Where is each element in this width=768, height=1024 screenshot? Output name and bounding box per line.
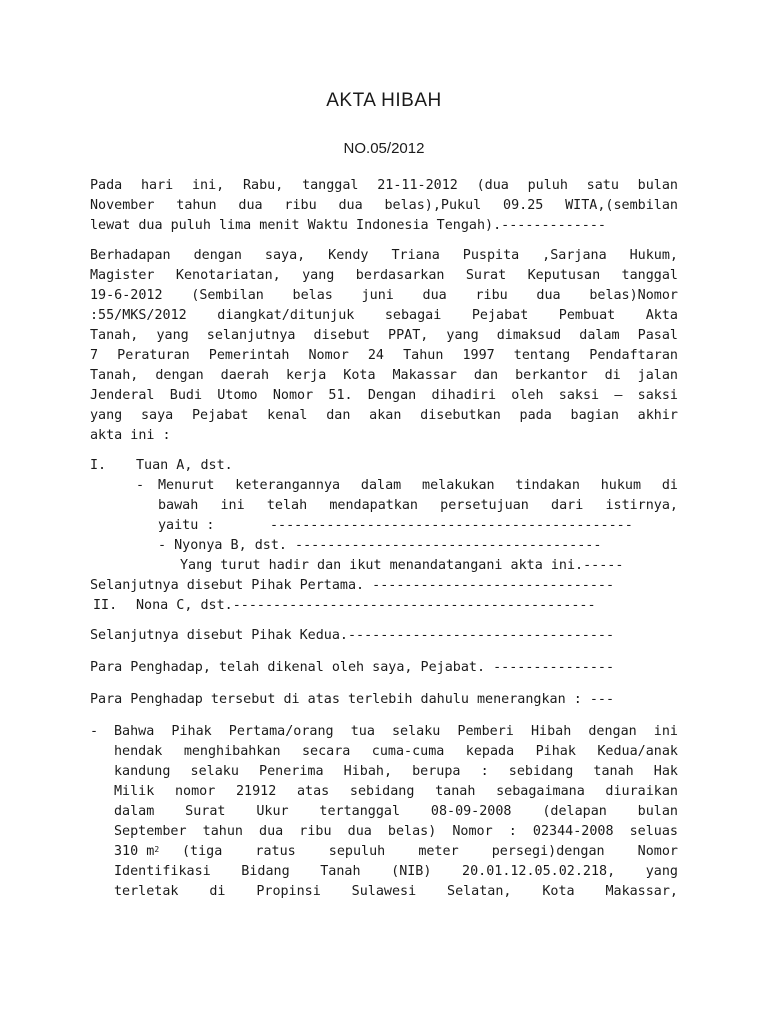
party1-spouse-note: Yang turut hadir dan ikut menandatangani akta ini.----- [180,558,624,573]
para2-line: Berhadapan dengan saya, Kendy Triana Puspita ,Sarjana Hukum, [90,248,678,263]
area-superscript: 2 [154,845,160,854]
clause-line: dalam Surat Ukur tertanggal 08-09-2008 (delapan bulan [114,804,678,819]
party1-namely-dashes: --------------------------------------------- [270,518,633,533]
para3: Para Penghadap, telah dikenal oleh saya, Pejabat. --------------- [90,660,615,675]
party1-namely: yaitu : [158,518,215,533]
document-number: NO.05/2012 [343,140,425,157]
clause-line: Milik nomor 21912 atas sebidang tanah sebagaimana diuraikan [114,784,678,799]
clause-area-rest: (tiga ratus sepuluh meter persegi)dengan Nomor [182,844,678,859]
clause-line: Bahwa Pihak Pertama/orang tua selaku Pemberi Hibah dengan ini [114,724,678,739]
para2-line: Tanah, yang selanjutnya disebut PPAT, yang dimaksud dalam Pasal [90,328,678,343]
clause-line: terletak di Propinsi Sulawesi Selatan, Kota Makassar, [114,884,678,899]
area-value: 310 m [114,844,155,859]
party1-consent-line: bawah ini telah mendapatkan persetujuan dari istirnya, [158,498,678,513]
party2-called: Selanjutnya disebut Pihak Kedua.--------------------------------- [90,628,615,643]
clause-line: Identifikasi Bidang Tanah (NIB) 20.01.12.05.02.218, yang [114,864,678,879]
party2-marker: II. [93,598,118,613]
para2-line: yang saya Pejabat kenal dan akan disebutkan pada bagian akhir [90,408,678,423]
para2-line: Jenderal Budi Utomo Nomor 51. Dengan dihadiri oleh saksi – saksi [90,388,678,403]
party1-consent-line: Menurut keterangannya dalam melakukan tindakan hukum di [158,478,678,493]
para2-line: Tanah, dengan daerah kerja Kota Makassar dan berkantor di jalan [90,368,678,383]
para2-line: akta ini : [90,428,171,443]
para1-line: November tahun dua ribu dua belas),Pukul 09.25 WITA,(sembilan [90,198,678,213]
party1-dash: - [136,478,145,493]
para2-line: Magister Kenotariatan, yang berdasarkan Surat Keputusan tanggal [90,268,678,283]
para1-line: lewat dua puluh lima menit Waktu Indonesia Tengah).------------- [90,218,606,233]
party1-called: Selanjutnya disebut Pihak Pertama. ------------------------------ [90,578,615,593]
party1-name: Tuan A, dst. [136,458,233,473]
document-title: AKTA HIBAH [326,90,442,111]
clause-line: hendak menghibahkan secara cuma-cuma kepada Pihak Kedua/anak [114,744,678,759]
clause-area [114,842,159,862]
party1-marker: I. [90,458,107,473]
para2-line: 19-6-2012 (Sembilan belas juni dua ribu dua belas)Nomor [90,288,678,303]
party2-name: Nona C, dst.--------------------------------------------- [136,598,596,613]
para2-line: :55/MKS/2012 diangkat/ditunjuk sebagai Pejabat Pembuat Akta [90,308,678,323]
para4: Para Penghadap tersebut di atas terlebih dahulu menerangkan : --- [90,692,615,707]
clause-line: kandung selaku Penerima Hibah, berupa : sebidang tanah Hak [114,764,678,779]
clause-line: September tahun dua ribu dua belas) Nomor : 02344-2008 seluas [114,824,678,839]
para2-line: 7 Peraturan Pemerintah Nomor 24 Tahun 1997 tentang Pendaftaran [90,348,678,363]
clause-dash: - [90,724,99,739]
para1-line: Pada hari ini, Rabu, tanggal 21-11-2012 (dua puluh satu bulan [90,178,678,193]
party1-spouse: - Nyonya B, dst. -------------------------------------- [158,538,602,553]
